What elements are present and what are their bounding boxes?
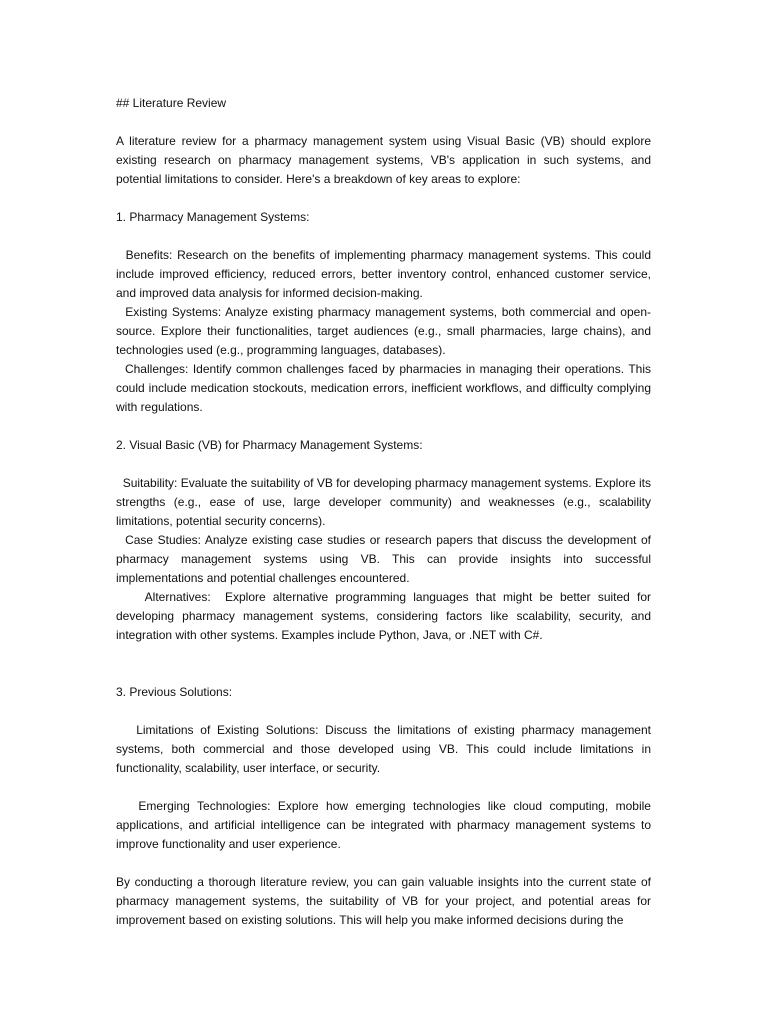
section3-limitations: Limitations of Existing Solutions: Discuss the limitations of existing pharmacy management systems, both commercial and those developed using VB. This could include limitations in functionality, scalability, user interface, or security. — [116, 723, 655, 775]
section2-title: 2. Visual Basic (VB) for Pharmacy Management Systems: — [116, 438, 423, 452]
spacer — [116, 189, 651, 208]
section1-existing-systems: Existing Systems: Analyze existing pharmacy management systems, both commercial and open-source. Explore their functionalities, target audiences (e.g., small pharmacies, large chains), and technologies used (e.g., programming languages, databases). — [116, 305, 655, 357]
section3-title: 3. Previous Solutions: — [116, 685, 233, 699]
section1-challenges: Challenges: Identify common challenges faced by pharmacies in managing their operations. This could include medication stockouts, medication errors, inefficient workflows, and difficulty complying with regulations. — [116, 362, 655, 414]
section3-emerging-technologies: Emerging Technologies: Explore how emerging technologies like cloud computing, mobile applications, and artificial intelligence can be integrated with pharmacy management systems to improve functionality and user experience. — [116, 799, 655, 851]
conclusion-paragraph: By conducting a thorough literature review, you can gain valuable insights into the current state of pharmacy management systems, the suitability of VB for your project, and potential areas for improvement based on existing solutions. This will help you make informed decisions during the — [116, 875, 651, 927]
spacer — [116, 778, 651, 797]
section2-case-studies: Case Studies: Analyze existing case studies or research papers that discuss the development of pharmacy management systems using VB. This can provide insights into successful implementations and potential challenges encountered. — [116, 533, 655, 585]
section2-alternatives: Alternatives: Explore alternative programming languages that might be better suited for developing pharmacy management systems, considering factors like scalability, security, and integration with other systems. Examples include Python, Java, or .NET with C#. — [116, 590, 655, 642]
section1-title: 1. Pharmacy Management Systems: — [116, 210, 310, 224]
intro-paragraph: A literature review for a pharmacy management system using Visual Basic (VB) should explore existing research on pharmacy management systems, VB's application in such systems, and potential limitations to consider. Here's a breakdown of key areas to explore: — [116, 134, 651, 186]
spacer — [116, 113, 651, 132]
spacer — [116, 645, 651, 683]
spacer — [116, 227, 651, 246]
document-page — [116, 94, 655, 930]
section1-benefits: Benefits: Research on the benefits of implementing pharmacy management systems. This could include improved efficiency, reduced errors, better inventory control, enhanced customer service, and improved data analysis for informed decision-making. — [116, 248, 655, 300]
spacer — [116, 854, 651, 873]
doc-heading: ## Literature Review — [116, 96, 227, 110]
spacer — [116, 455, 651, 474]
section2-suitability: Suitability: Evaluate the suitability of VB for developing pharmacy management systems. Explore its strengths (e.g., ease of use, large developer community) and weaknesses (e.g., scalability limitations, potential security concerns). — [116, 476, 655, 528]
spacer — [116, 702, 651, 721]
spacer — [116, 417, 651, 436]
